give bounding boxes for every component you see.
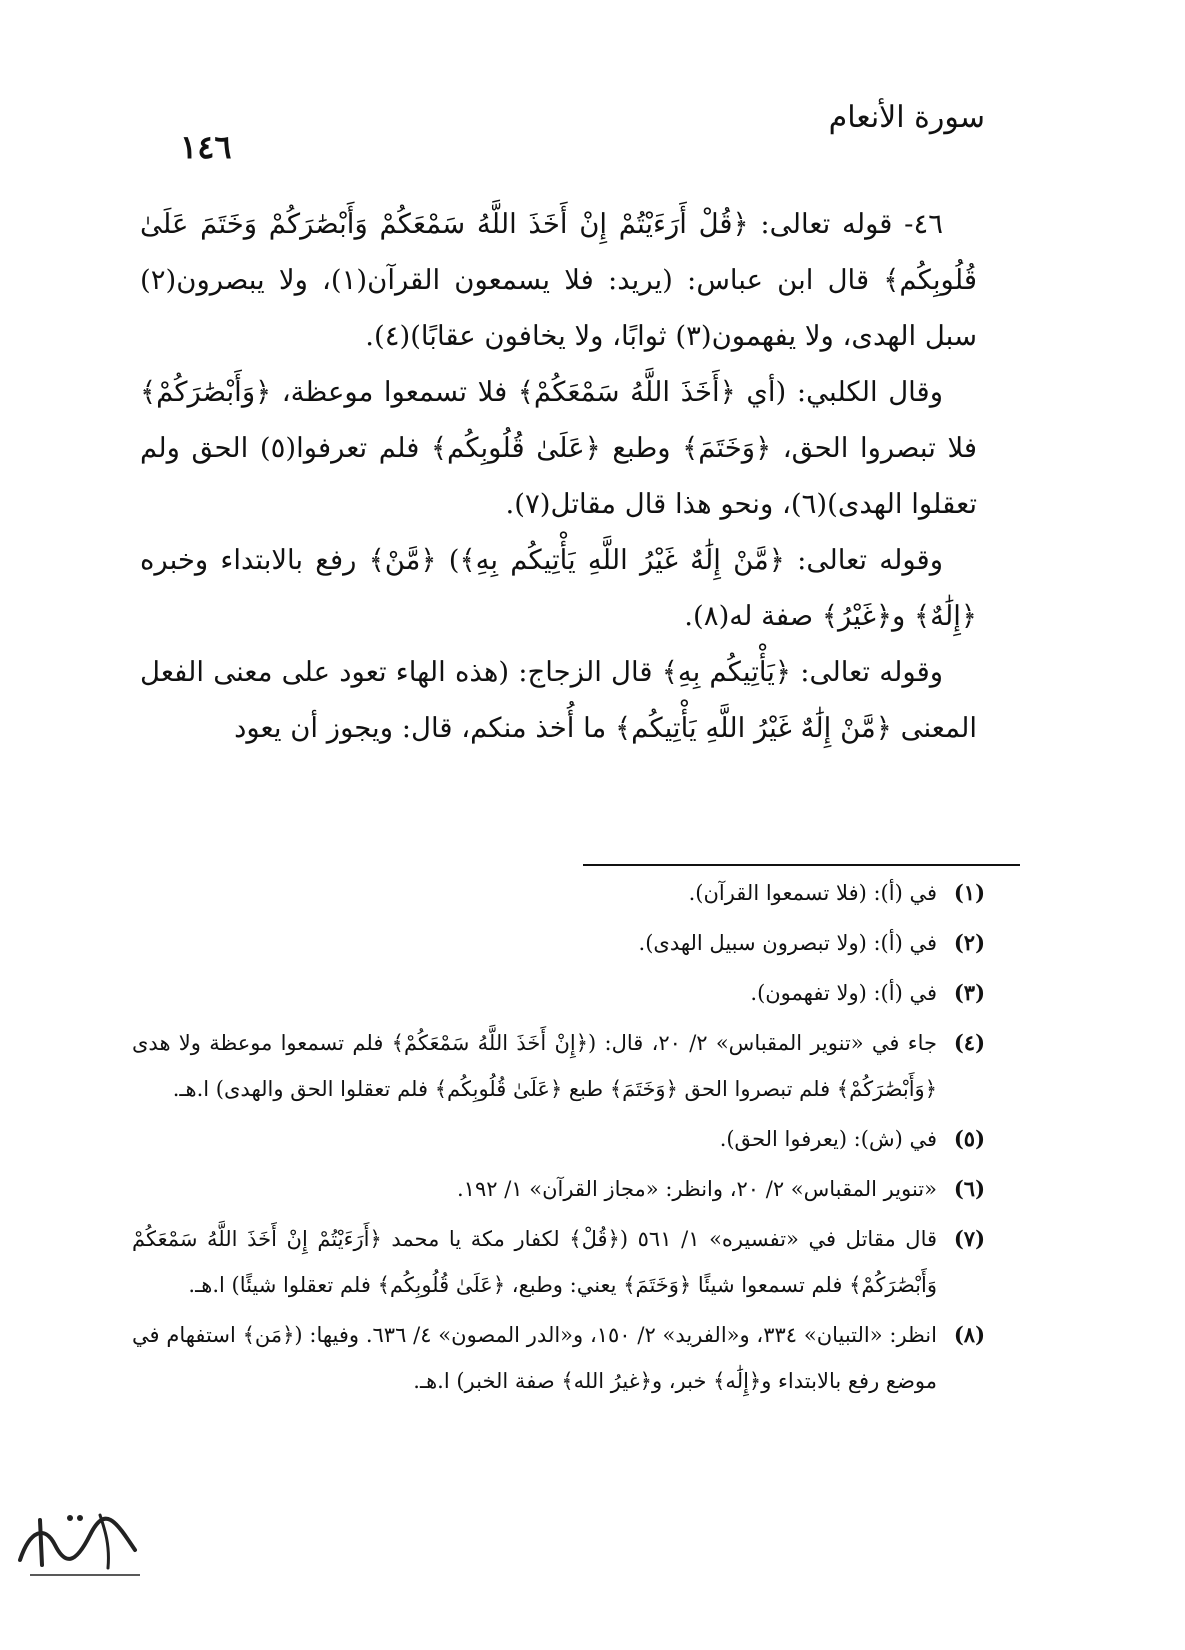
paragraph: وقال الكلبي: (أي ﴿أَخَذَ اللَّهُ سَمْعَكُمْ﴾ فلا تسمعوا موعظة، ﴿وَأَبْصَٰرَكُمْ﴾ فلا تبصروا الحق، ﴿وَخَتَمَ﴾ وطبع ﴿عَلَىٰ قُلُوبِكُم﴾ فلم تعرفوا(٥) الحق ولم تعقلوا الهدى)(٦)، ونحو هذا قال مقاتل(٧). [140,376,977,520]
calligraphy-stamp-logo [0,1490,160,1590]
footnote-divider [583,864,1020,866]
footnote [132,970,985,1016]
footnote [132,1216,985,1308]
footnote [132,870,985,916]
running-header [180,100,985,166]
footnote-text: في (ش): (يعرفوا الحق). [719,1127,937,1151]
footnote-text: جاء في «تنوير المقباس» ٢/ ٢٠، قال: (﴿إِنْ أَخَذَ اللَّهُ سَمْعَكُمْ﴾ فلم تسمعوا موعظة ولا هدى ﴿وَأَبْصَٰرَكُمْ﴾ فلم تبصروا الحق ﴿وَخَتَمَ﴾ طبع ﴿عَلَىٰ قُلُوبِكُم﴾ فلم تعقلوا الحق والهدى) ا.هـ. [132,1031,937,1101]
footnote-number: (٢) [953,930,985,955]
footnote-text: في (أ): (ولا تبصرون سبيل الهدى). [638,931,937,955]
paragraph: وقوله تعالى: ﴿يَأْتِيكُم بِهِ﴾ قال الزجاج: (هذه الهاء تعود على معنى الفعل المعنى ﴿مَّنْ إِلَٰهٌ غَيْرُ اللَّهِ يَأْتِيكُم﴾ ما أُخذ منكم، قال: ويجوز أن يعود [140,656,977,744]
page-number: ١٤٦ [180,128,232,166]
publisher-stamp [0,1490,160,1590]
footnote [132,1116,985,1162]
footnote-text: في (أ): (فلا تسمعوا القرآن). [688,881,937,905]
paragraph: وقوله تعالى: ﴿مَّنْ إِلَٰهٌ غَيْرُ اللَّهِ يَأْتِيكُم بِهِ﴾) ﴿مَّنْ﴾ رفع بالابتداء وخبره ﴿إِلَٰهٌ﴾ و﴿غَيْرُ﴾ صفة له(٨). [140,544,977,632]
footnote-number: (١) [953,880,985,905]
footnote-number: (٧) [953,1226,985,1251]
footnotes [132,870,985,1408]
paragraph: ٤٦- قوله تعالى: ﴿قُلْ أَرَءَيْتُمْ إِنْ أَخَذَ اللَّهُ سَمْعَكُمْ وَأَبْصَٰرَكُمْ وَخَتَمَ عَلَىٰ قُلُوبِكُم﴾ قال ابن عباس: (يريد: فلا يسمعون القرآن(١)، ولا يبصرون(٢) سبل الهدى، ولا يفهمون(٣) ثوابًا، ولا يخافون عقابًا)(٤). [140,208,977,352]
footnote [132,1166,985,1212]
footnote-text: قال مقاتل في «تفسيره» ١/ ٥٦١ (﴿قُلْ﴾ لكفار مكة يا محمد ﴿أَرَءَيْتُمْ إِنْ أَخَذَ اللَّهُ سَمْعَكُمْ وَأَبْصَٰرَكُمْ﴾ فلم تسمعوا شيئًا ﴿وَخَتَمَ﴾ يعني: وطبع، ﴿عَلَىٰ قُلُوبِكُم﴾ فلم تعقلوا شيئًا) ا.هـ. [132,1227,937,1297]
main-text [140,196,977,756]
footnote-text: «تنوير المقباس» ٢/ ٢٠، وانظر: «مجاز القرآن» ١/ ١٩٢. [456,1177,937,1201]
footnote [132,920,985,966]
footnote-number: (٦) [953,1176,985,1201]
surah-title: سورة الأنعام [828,100,985,135]
footnote-number: (٥) [953,1126,985,1151]
footnote-number: (٨) [953,1322,985,1347]
footnote [132,1020,985,1112]
footnote-number: (٣) [953,980,985,1005]
footnote-text: في (أ): (ولا تفهمون). [750,981,937,1005]
footnote-text: انظر: «التبيان» ٣٣٤، و«الفريد» ٢/ ١٥٠، و«الدر المصون» ٤/ ٦٣٦. وفيها: (﴿مَن﴾ استفهام في موضع رفع بالابتداء و﴿إِلَٰه﴾ خبر، و﴿غيرُ الله﴾ صفة الخبر) ا.هـ. [132,1323,937,1393]
footnote [132,1312,985,1404]
footnote-number: (٤) [953,1030,985,1055]
